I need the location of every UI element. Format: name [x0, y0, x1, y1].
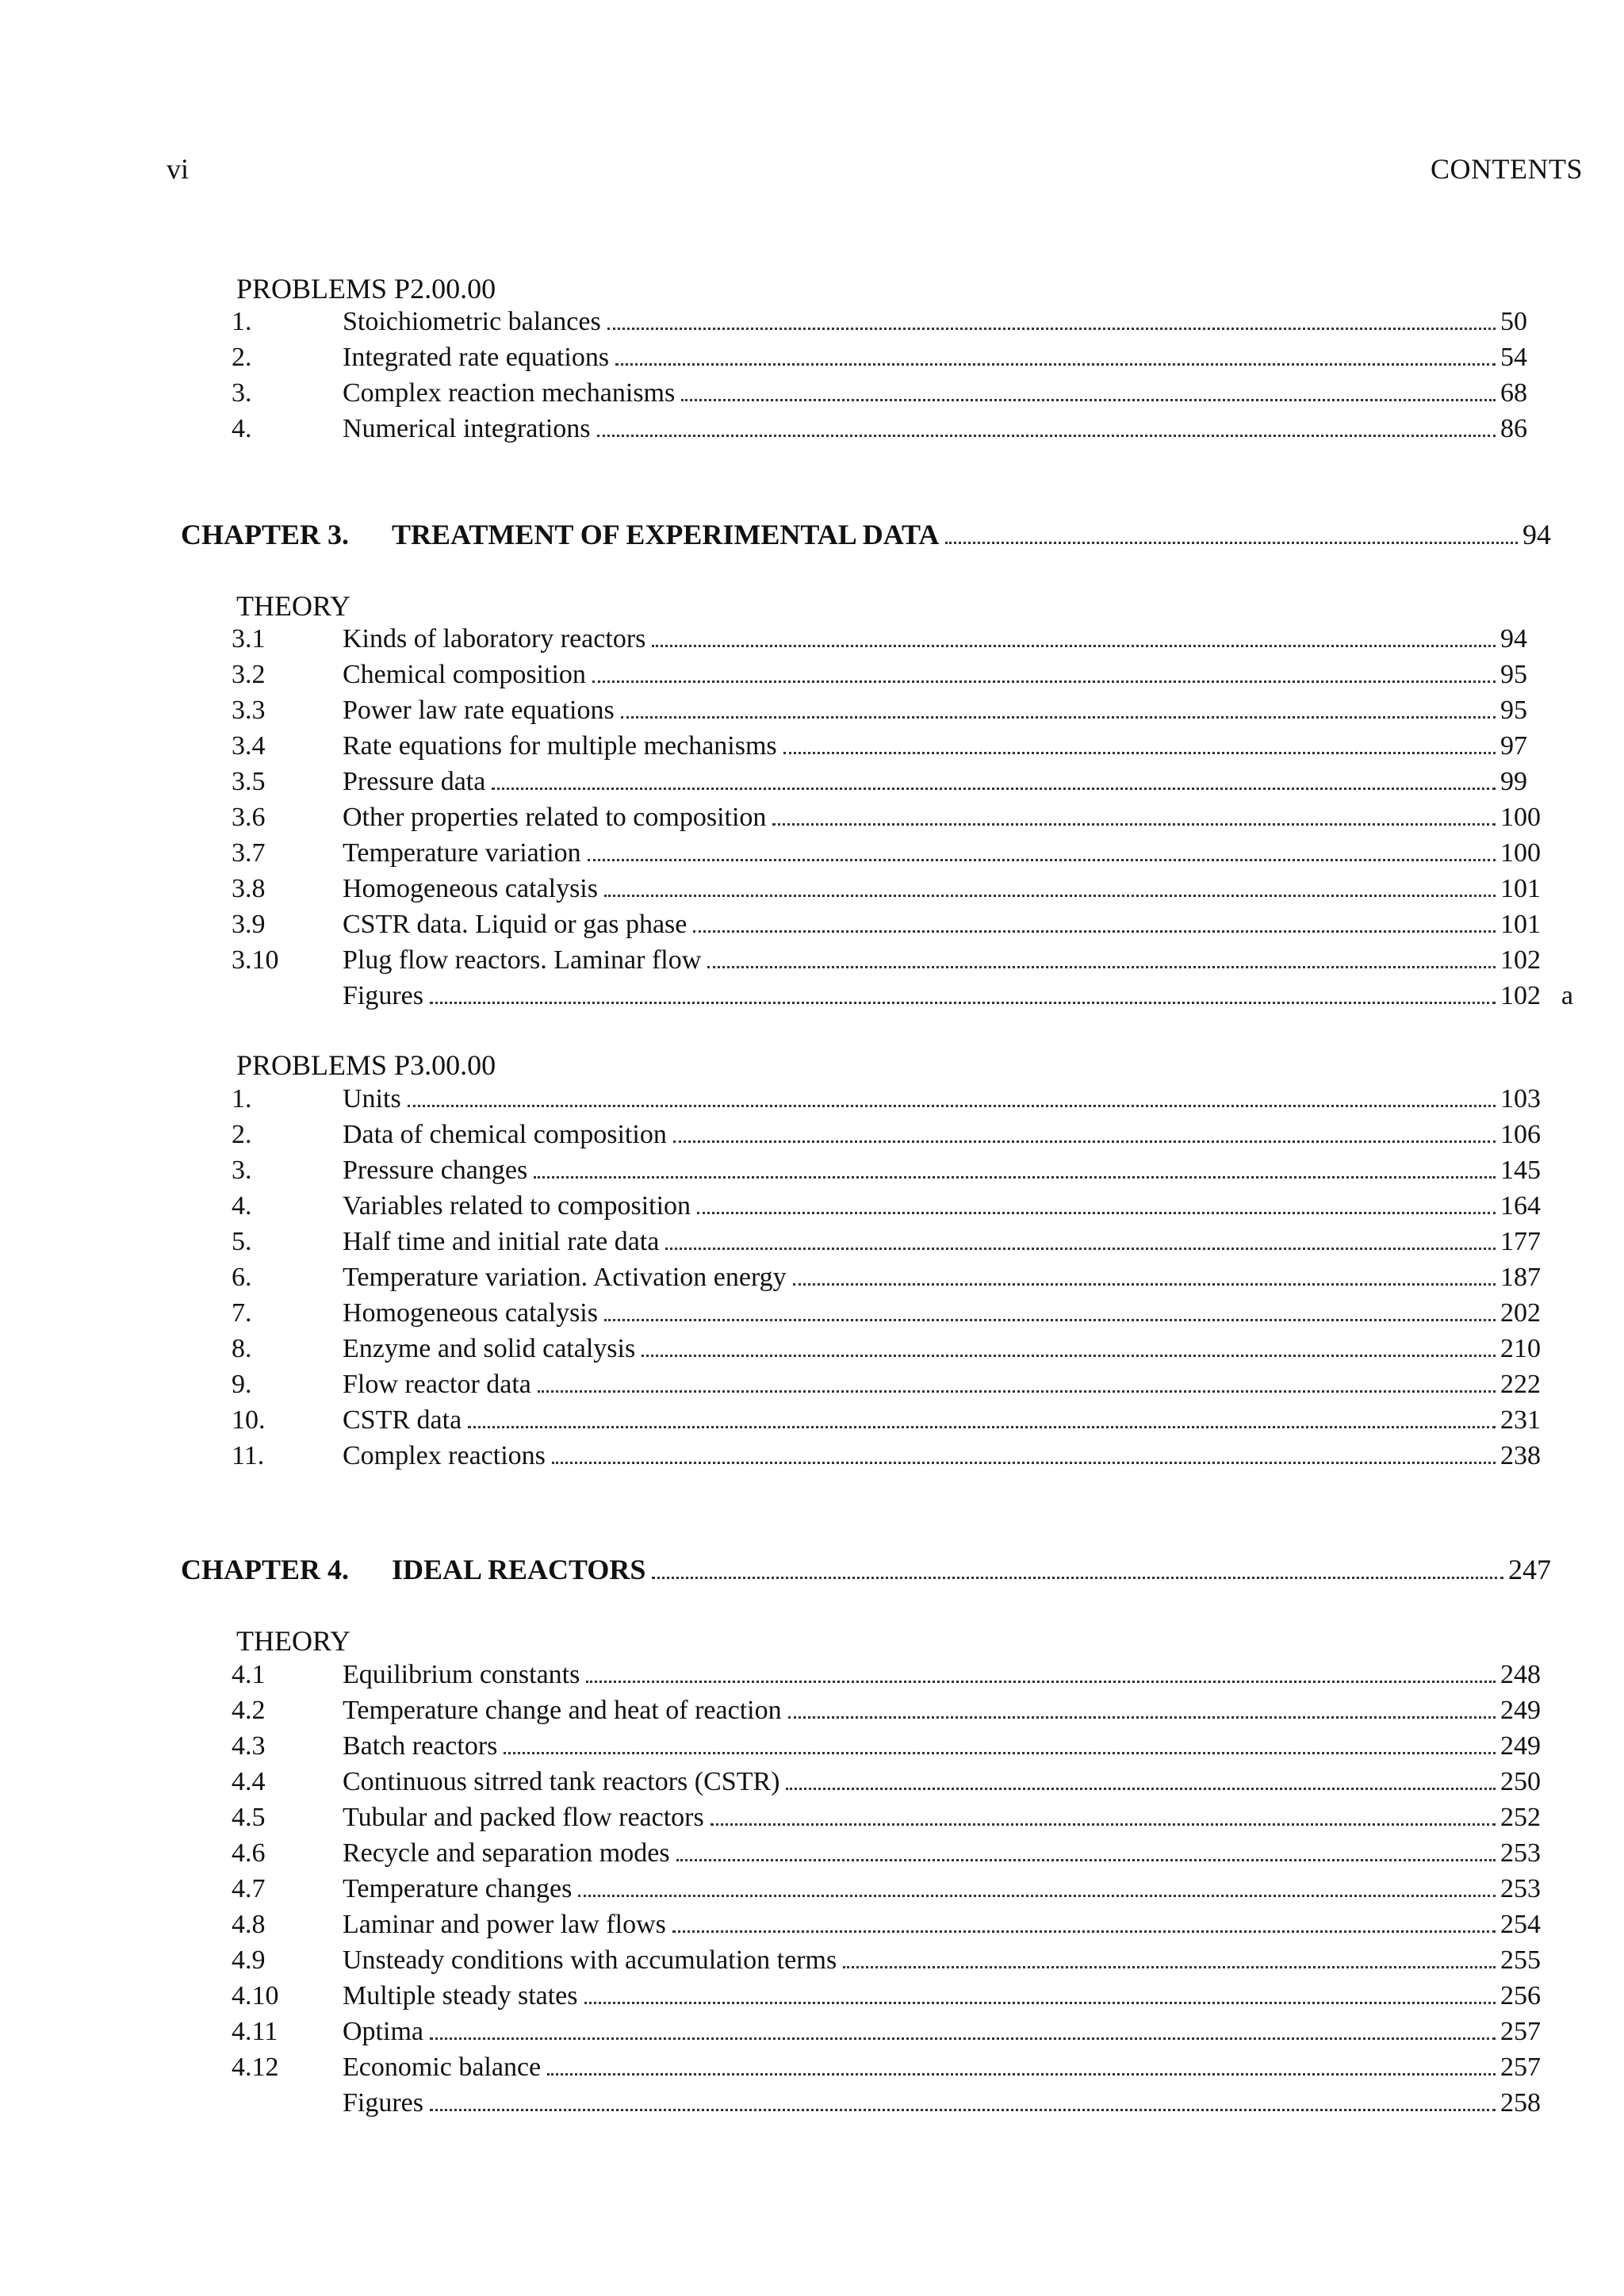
entry-page: 238 [1500, 1441, 1541, 1470]
entry-title: Units [343, 1084, 401, 1114]
entry-number: 7. [232, 1298, 252, 1328]
entry-line [343, 874, 1551, 904]
entry-number: 3.6 [232, 803, 266, 832]
entry-title: Temperature variation [343, 838, 581, 868]
entry-number: 3.9 [232, 910, 266, 939]
entry-page: 252 [1500, 1803, 1541, 1832]
toc-entry[interactable] [0, 945, 1624, 980]
toc-entry[interactable] [0, 307, 1624, 342]
entry-title: Tubular and packed flow reactors [343, 1803, 704, 1832]
toc-entry[interactable] [0, 1263, 1624, 1297]
entry-page: 231 [1500, 1405, 1541, 1435]
entry-page: 255 [1500, 1945, 1541, 1975]
toc-entry[interactable] [0, 1767, 1624, 1802]
toc-entry[interactable] [0, 838, 1624, 873]
dot-leader [534, 1176, 1496, 1179]
toc-entry[interactable] [0, 1981, 1624, 2016]
entry-number: 4. [232, 414, 252, 443]
entry-page: 258 [1500, 2088, 1541, 2118]
entry-page: 248 [1500, 1660, 1541, 1689]
entry-page: 100 [1500, 838, 1541, 868]
entry-page: 95 [1500, 660, 1527, 689]
entry-page: 257 [1500, 2017, 1541, 2046]
dot-leader [642, 1355, 1496, 1357]
dot-leader [621, 716, 1496, 719]
dot-leader [592, 680, 1496, 683]
dot-leader [588, 859, 1496, 861]
toc-entry[interactable] [0, 343, 1624, 378]
entry-line [343, 945, 1551, 976]
entry-line [343, 378, 1551, 408]
dot-leader [710, 1823, 1496, 1826]
dot-leader [607, 328, 1496, 330]
entry-page: 249 [1500, 1731, 1541, 1761]
entry-number: 4.3 [232, 1731, 266, 1761]
entry-number: 6. [232, 1263, 252, 1292]
entry-title: Complex reactions [343, 1441, 546, 1470]
entry-title: Integrated rate equations [343, 343, 610, 372]
entry-number: 2. [232, 343, 252, 372]
entry-number: 4.10 [232, 1981, 279, 2010]
dot-leader [597, 435, 1496, 437]
entry-title: Homogeneous catalysis [343, 1298, 598, 1328]
entry-page: 202 [1500, 1298, 1541, 1328]
entry-title: Rate equations for multiple mechanisms [343, 731, 777, 761]
entry-line [343, 731, 1551, 761]
entry-line [343, 981, 1573, 1011]
entry-title: Figures [343, 2088, 423, 2118]
dot-leader [468, 1426, 1496, 1428]
entry-title: Laminar and power law flows [343, 1910, 666, 1939]
toc-entry[interactable] [0, 1660, 1624, 1695]
entry-line [343, 2053, 1551, 2083]
dot-leader [547, 2073, 1496, 2076]
entry-title: Homogeneous catalysis [343, 874, 598, 903]
dot-leader [793, 1283, 1496, 1286]
toc-entry[interactable] [0, 1838, 1624, 1873]
toc-entry[interactable] [0, 624, 1624, 659]
entry-line [343, 660, 1551, 690]
entry-number: 1. [232, 307, 252, 336]
chapter-3-theory-heading: THEORY [236, 590, 350, 622]
toc-entry[interactable] [0, 1945, 1624, 1980]
dot-leader [430, 1002, 1496, 1004]
toc-entry[interactable] [0, 2017, 1624, 2052]
entry-line [343, 696, 1551, 726]
chapter-3-page: 94 [1522, 519, 1551, 550]
entry-line [343, 1370, 1551, 1400]
page-number: vi [167, 153, 190, 185]
toc-entry[interactable] [0, 660, 1624, 695]
toc-entry[interactable] [0, 1441, 1624, 1476]
toc-entry[interactable] [0, 910, 1624, 945]
entry-line [343, 1156, 1551, 1186]
dot-leader [786, 1788, 1496, 1790]
entry-title: Other properties related to composition [343, 803, 767, 832]
entry-title: Multiple steady states [343, 1981, 578, 2010]
entry-title: Stoichiometric balances [343, 307, 601, 336]
toc-entry[interactable] [0, 1910, 1624, 1945]
dot-leader [665, 1248, 1496, 1250]
toc-entry[interactable] [0, 1874, 1624, 1909]
entry-line [343, 2088, 1551, 2118]
dot-leader [783, 752, 1496, 754]
toc-entry[interactable] [0, 874, 1624, 909]
entry-number: 4.4 [232, 1767, 266, 1796]
entry-page: 94 [1500, 624, 1527, 654]
entry-line [343, 307, 1551, 337]
dot-leader [430, 2109, 1496, 2111]
toc-entry[interactable] [0, 1084, 1624, 1119]
toc-entry[interactable] [0, 767, 1624, 802]
entry-line [343, 767, 1551, 797]
toc-entry[interactable] [0, 1227, 1624, 1262]
chapter-4-title: IDEAL REACTORS [392, 1554, 646, 1585]
toc-entry[interactable] [0, 731, 1624, 766]
entry-page: 102 [1500, 945, 1541, 975]
dot-leader [408, 1105, 1496, 1107]
entry-number: 4.1 [232, 1660, 266, 1689]
entry-line [343, 1981, 1551, 2011]
entry-title: CSTR data. Liquid or gas phase [343, 910, 688, 939]
entry-number: 4.12 [232, 2053, 279, 2082]
dot-leader [604, 1319, 1496, 1321]
dot-leader [586, 1681, 1496, 1683]
toc-entry[interactable] [0, 1696, 1624, 1731]
entry-number: 8. [232, 1334, 252, 1363]
entry-title: Variables related to composition [343, 1191, 691, 1221]
entry-number: 4.11 [232, 2017, 278, 2046]
entry-line [343, 1334, 1551, 1364]
entry-title: Numerical integrations [343, 414, 591, 443]
chapter-4-page: 247 [1508, 1554, 1551, 1585]
dot-leader [652, 1577, 1503, 1579]
entry-page: 86 [1500, 414, 1527, 443]
entry-number: 4.9 [232, 1945, 266, 1975]
entry-line [343, 343, 1551, 373]
dot-leader [693, 930, 1496, 933]
entry-line [343, 1731, 1551, 1761]
dot-leader [707, 966, 1496, 968]
entry-title: Pressure changes [343, 1156, 528, 1185]
entry-line [343, 910, 1551, 940]
dot-leader [772, 823, 1496, 826]
entry-number: 9. [232, 1370, 252, 1399]
dot-leader [652, 645, 1496, 647]
entry-page: 249 [1500, 1696, 1541, 1725]
entry-page: 100 [1500, 803, 1541, 832]
chapter-3-label: CHAPTER 3. [181, 519, 350, 550]
entry-number: 4. [232, 1191, 252, 1221]
entry-title: Plug flow reactors. Laminar flow [343, 945, 702, 975]
entry-page: 210 [1500, 1334, 1541, 1363]
entry-line [343, 1191, 1551, 1221]
chapter-4-theory-heading: THEORY [236, 1625, 350, 1657]
dot-leader [672, 1930, 1496, 1933]
toc-entry[interactable] [0, 1120, 1624, 1155]
chapter-3-title: TREATMENT OF EXPERIMENTAL DATA [392, 519, 940, 550]
toc-entry[interactable] [0, 1731, 1624, 1766]
chapter-3-problems-heading: PROBLEMS P3.00.00 [236, 1049, 496, 1081]
entry-title: Temperature changes [343, 1874, 573, 1903]
entry-title: Economic balance [343, 2053, 542, 2082]
entry-title: Figures [343, 981, 423, 1010]
entry-line [343, 1298, 1551, 1328]
entry-number: 1. [232, 1084, 252, 1114]
toc-entry[interactable] [0, 1405, 1624, 1440]
entry-number: 3.4 [232, 731, 266, 761]
dot-leader [673, 1140, 1496, 1143]
entry-title: Power law rate equations [343, 696, 615, 725]
chapter-4-row[interactable] [181, 1553, 1551, 1586]
dot-leader [788, 1716, 1496, 1719]
entry-page: 54 [1500, 343, 1527, 372]
entry-title: Temperature change and heat of reaction [343, 1696, 782, 1725]
entry-line [343, 1120, 1551, 1150]
dot-leader [681, 399, 1496, 401]
dot-leader [945, 542, 1518, 544]
entry-number: 3. [232, 378, 252, 408]
dot-leader [538, 1390, 1496, 1393]
entry-number: 4.7 [232, 1874, 266, 1903]
entry-page: 187 [1500, 1263, 1541, 1292]
entry-page: 256 [1500, 1981, 1541, 2010]
running-title: CONTENTS [1431, 153, 1583, 185]
entry-title: Equilibrium constants [343, 1660, 580, 1689]
entry-title: Kinds of laboratory reactors [343, 624, 646, 654]
entry-title: Continuous sitrred tank reactors (CSTR) [343, 1767, 780, 1796]
entry-number: 3.1 [232, 624, 266, 654]
entry-page: 95 [1500, 696, 1527, 725]
entry-line [343, 1803, 1551, 1833]
entry-line [343, 1696, 1551, 1726]
entry-line [343, 1227, 1551, 1257]
dot-leader [843, 1966, 1496, 1968]
entry-number: 3. [232, 1156, 252, 1185]
entry-title: Unsteady conditions with accumulation terms [343, 1945, 837, 1975]
entry-page: 99 [1500, 767, 1527, 796]
toc-entry[interactable] [0, 2053, 1624, 2087]
entry-line [343, 838, 1551, 868]
entry-line [343, 1405, 1551, 1435]
entry-page: 222 [1500, 1370, 1541, 1399]
problems-p2-heading: PROBLEMS P2.00.00 [236, 273, 496, 305]
entry-page: 253 [1500, 1874, 1541, 1903]
entry-page: 68 [1500, 378, 1527, 408]
entry-page-suffix: a [1561, 981, 1573, 1010]
entry-title: Temperature variation. Activation energy [343, 1263, 787, 1292]
entry-title: Flow reactor data [343, 1370, 531, 1399]
entry-page: 164 [1500, 1191, 1541, 1221]
entry-number: 3.3 [232, 696, 266, 725]
dot-leader [578, 1895, 1496, 1897]
toc-entry[interactable] [0, 1370, 1624, 1405]
toc-entry[interactable] [0, 1298, 1624, 1333]
entry-number: 3.7 [232, 838, 266, 868]
entry-line [343, 624, 1551, 654]
entry-page: 253 [1500, 1838, 1541, 1868]
dot-leader [697, 1212, 1496, 1214]
entry-title: Complex reaction mechanisms [343, 378, 676, 408]
entry-number: 3.5 [232, 767, 266, 796]
entry-line [343, 1945, 1551, 1976]
dot-leader [676, 1859, 1496, 1861]
entry-page: 177 [1500, 1227, 1541, 1256]
toc-entry[interactable] [0, 1191, 1624, 1226]
toc-entry[interactable] [0, 1803, 1624, 1838]
dot-leader [615, 363, 1496, 366]
entry-page: 145 [1500, 1156, 1541, 1185]
dot-leader [552, 1462, 1496, 1464]
toc-entry[interactable] [0, 1334, 1624, 1369]
chapter-3-row[interactable] [181, 518, 1551, 551]
entry-line [343, 2017, 1551, 2047]
entry-page: 257 [1500, 2053, 1541, 2082]
entry-number: 4.8 [232, 1910, 266, 1939]
dot-leader [604, 895, 1496, 897]
entry-page: 103 [1500, 1084, 1541, 1114]
entry-page: 97 [1500, 731, 1527, 761]
dot-leader [584, 2002, 1496, 2004]
entry-title: Enzyme and solid catalysis [343, 1334, 636, 1363]
entry-number: 2. [232, 1120, 252, 1149]
entry-title: Batch reactors [343, 1731, 498, 1761]
toc-entry[interactable] [0, 2088, 1624, 2123]
entry-number: 10. [232, 1405, 266, 1435]
entry-line [343, 1441, 1551, 1471]
toc-entry[interactable] [0, 696, 1624, 730]
entry-title: Data of chemical composition [343, 1120, 667, 1149]
toc-entry[interactable] [0, 378, 1624, 413]
entry-line [343, 1084, 1551, 1114]
entry-number: 3.2 [232, 660, 266, 689]
entry-number: 5. [232, 1227, 252, 1256]
toc-entry[interactable] [0, 803, 1624, 838]
entry-line [343, 414, 1551, 444]
entry-line [343, 803, 1551, 833]
entry-number: 4.5 [232, 1803, 266, 1832]
entry-number: 3.10 [232, 945, 279, 975]
toc-entry[interactable] [0, 981, 1624, 1016]
entry-page: 102 [1500, 981, 1541, 1010]
entry-number: 4.6 [232, 1838, 266, 1868]
entry-title: Recycle and separation modes [343, 1838, 670, 1868]
entry-number: 11. [232, 1441, 265, 1470]
entry-page: 254 [1500, 1910, 1541, 1939]
entry-title: Optima [343, 2017, 423, 2046]
entry-page: 250 [1500, 1767, 1541, 1796]
toc-entry[interactable] [0, 1156, 1624, 1190]
entry-page: 101 [1500, 910, 1541, 939]
entry-line [343, 1874, 1551, 1904]
entry-line [343, 1767, 1551, 1797]
dot-leader [504, 1752, 1496, 1754]
entry-line [343, 1263, 1551, 1293]
entry-page: 50 [1500, 307, 1527, 336]
toc-entry[interactable] [0, 414, 1624, 449]
dot-leader [492, 788, 1496, 790]
entry-line [343, 1838, 1551, 1869]
entry-page: 101 [1500, 874, 1541, 903]
entry-title: CSTR data [343, 1405, 462, 1435]
entry-line [343, 1910, 1551, 1940]
entry-line [343, 1660, 1551, 1690]
entry-title: Half time and initial rate data [343, 1227, 660, 1256]
entry-title: Chemical composition [343, 660, 586, 689]
entry-number: 3.8 [232, 874, 266, 903]
entry-page: 106 [1500, 1120, 1541, 1149]
entry-title: Pressure data [343, 767, 486, 796]
chapter-4-label: CHAPTER 4. [181, 1554, 350, 1585]
dot-leader [430, 2037, 1496, 2040]
entry-number: 4.2 [232, 1696, 266, 1725]
